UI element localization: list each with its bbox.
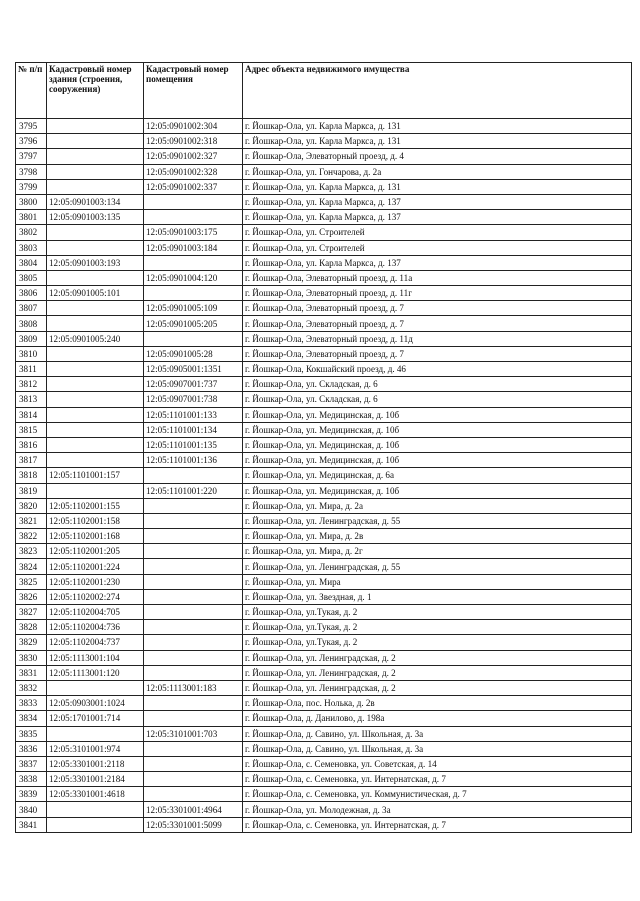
premises-cadastral-cell: 12:05:0901005:28 bbox=[144, 346, 243, 361]
table-row bbox=[16, 179, 632, 194]
row-number-cell: 3796 bbox=[16, 134, 47, 149]
building-cadastral-cell bbox=[47, 802, 144, 817]
table-row bbox=[16, 468, 632, 483]
table-row bbox=[16, 605, 632, 620]
table-row bbox=[16, 787, 632, 802]
premises-cadastral-cell: 12:05:3101001:703 bbox=[144, 726, 243, 741]
premises-cadastral-cell bbox=[144, 194, 243, 209]
premises-cadastral-cell bbox=[144, 711, 243, 726]
building-cadastral-cell bbox=[47, 422, 144, 437]
row-number-cell: 3826 bbox=[16, 589, 47, 604]
table-row bbox=[16, 362, 632, 377]
table-row bbox=[16, 756, 632, 771]
premises-cadastral-cell bbox=[144, 529, 243, 544]
row-number-cell: 3812 bbox=[16, 377, 47, 392]
table-row bbox=[16, 574, 632, 589]
address-cell: г. Йошкар-Ола, ул. Мира, д. 2в bbox=[243, 529, 632, 544]
address-cell: г. Йошкар-Ола, Элеваторный проезд, д. 7 bbox=[243, 346, 632, 361]
row-number-cell: 3832 bbox=[16, 680, 47, 695]
address-cell: г. Йошкар-Ола, ул. Ленинградская, д. 2 bbox=[243, 665, 632, 680]
address-cell: г. Йошкар-Ола, ул. Звездная, д. 1 bbox=[243, 589, 632, 604]
building-cadastral-cell bbox=[47, 407, 144, 422]
address-cell: г. Йошкар-Ола, ул. Молодежная, д. 3а bbox=[243, 802, 632, 817]
premises-cadastral-cell bbox=[144, 210, 243, 225]
address-cell: г. Йошкар-Ола, Элеваторный проезд, д. 7 bbox=[243, 301, 632, 316]
premises-cadastral-cell bbox=[144, 756, 243, 771]
address-cell: г. Йошкар-Ола, Элеваторный проезд, д. 11д bbox=[243, 331, 632, 346]
address-cell: г. Йошкар-Ола, ул. Карла Маркса, д. 131 bbox=[243, 119, 632, 134]
premises-cadastral-cell: 12:05:0901002:337 bbox=[144, 179, 243, 194]
row-number-cell: 3831 bbox=[16, 665, 47, 680]
row-number-cell: 3822 bbox=[16, 529, 47, 544]
row-number-cell: 3821 bbox=[16, 513, 47, 528]
row-number-cell: 3834 bbox=[16, 711, 47, 726]
address-cell: г. Йошкар-Ола, д. Данилово, д. 198а bbox=[243, 711, 632, 726]
address-cell: г. Йошкар-Ола, ул. Карла Маркса, д. 137 bbox=[243, 210, 632, 225]
row-number-cell: 3804 bbox=[16, 255, 47, 270]
row-number-cell: 3838 bbox=[16, 772, 47, 787]
table-row bbox=[16, 589, 632, 604]
table-row bbox=[16, 513, 632, 528]
building-cadastral-cell bbox=[47, 270, 144, 285]
premises-cadastral-cell: 12:05:0907001:737 bbox=[144, 377, 243, 392]
premises-cadastral-cell bbox=[144, 696, 243, 711]
document-page bbox=[15, 62, 632, 833]
address-cell: г. Йошкар-Ола, ул. Медицинская, д. 10б bbox=[243, 422, 632, 437]
table-row bbox=[16, 453, 632, 468]
building-cadastral-cell: 12:05:0901003:193 bbox=[47, 255, 144, 270]
building-cadastral-cell bbox=[47, 817, 144, 832]
address-cell: г. Йошкар-Ола, ул. Медицинская, д. 10б bbox=[243, 437, 632, 452]
header-building-cadastral-number: Кадастровый номер здания (строения, сооружения) bbox=[47, 63, 144, 119]
building-cadastral-cell: 12:05:3301001:4618 bbox=[47, 787, 144, 802]
premises-cadastral-cell bbox=[144, 286, 243, 301]
row-number-cell: 3798 bbox=[16, 164, 47, 179]
building-cadastral-cell: 12:05:1102001:158 bbox=[47, 513, 144, 528]
premises-cadastral-cell bbox=[144, 331, 243, 346]
address-cell: г. Йошкар-Ола, ул. Ленинградская, д. 2 bbox=[243, 650, 632, 665]
address-cell: г. Йошкар-Ола, ул. Карла Маркса, д. 131 bbox=[243, 179, 632, 194]
building-cadastral-cell: 12:05:1102004:736 bbox=[47, 620, 144, 635]
premises-cadastral-cell: 12:05:0901005:205 bbox=[144, 316, 243, 331]
address-cell: г. Йошкар-Ола, ул. Ленинградская, д. 55 bbox=[243, 513, 632, 528]
row-number-cell: 3795 bbox=[16, 119, 47, 134]
premises-cadastral-cell: 12:05:1101001:134 bbox=[144, 422, 243, 437]
premises-cadastral-cell bbox=[144, 468, 243, 483]
building-cadastral-cell: 12:05:1102004:705 bbox=[47, 605, 144, 620]
table-row bbox=[16, 680, 632, 695]
premises-cadastral-cell: 12:05:0901002:328 bbox=[144, 164, 243, 179]
premises-cadastral-cell bbox=[144, 559, 243, 574]
premises-cadastral-cell: 12:05:3301001:4964 bbox=[144, 802, 243, 817]
table-row bbox=[16, 270, 632, 285]
premises-cadastral-cell: 12:05:1113001:183 bbox=[144, 680, 243, 695]
table-row bbox=[16, 665, 632, 680]
row-number-cell: 3836 bbox=[16, 741, 47, 756]
building-cadastral-cell bbox=[47, 346, 144, 361]
address-cell: г. Йошкар-Ола, ул. Мира, д. 2а bbox=[243, 498, 632, 513]
building-cadastral-cell bbox=[47, 483, 144, 498]
row-number-cell: 3819 bbox=[16, 483, 47, 498]
address-cell: г. Йошкар-Ола, ул. Мира bbox=[243, 574, 632, 589]
building-cadastral-cell: 12:05:1113001:120 bbox=[47, 665, 144, 680]
building-cadastral-cell bbox=[47, 134, 144, 149]
row-number-cell: 3817 bbox=[16, 453, 47, 468]
building-cadastral-cell: 12:05:0901005:240 bbox=[47, 331, 144, 346]
row-number-cell: 3827 bbox=[16, 605, 47, 620]
row-number-cell: 3809 bbox=[16, 331, 47, 346]
table-row bbox=[16, 134, 632, 149]
table-row bbox=[16, 529, 632, 544]
address-cell: г. Йошкар-Ола, д. Савино, ул. Школьная, д. 3а bbox=[243, 741, 632, 756]
table-row bbox=[16, 164, 632, 179]
premises-cadastral-cell: 12:05:3301001:5099 bbox=[144, 817, 243, 832]
address-cell: г. Йошкар-Ола, ул. Медицинская, д. 10б bbox=[243, 483, 632, 498]
table-row bbox=[16, 544, 632, 559]
premises-cadastral-cell bbox=[144, 772, 243, 787]
table-row bbox=[16, 316, 632, 331]
address-cell: г. Йошкар-Ола, ул. Карла Маркса, д. 137 bbox=[243, 194, 632, 209]
premises-cadastral-cell bbox=[144, 665, 243, 680]
premises-cadastral-cell: 12:05:0901005:109 bbox=[144, 301, 243, 316]
premises-cadastral-cell: 12:05:0901003:184 bbox=[144, 240, 243, 255]
building-cadastral-cell: 12:05:1102002:274 bbox=[47, 589, 144, 604]
address-cell: г. Йошкар-Ола, ул. Ленинградская, д. 55 bbox=[243, 559, 632, 574]
header-property-address: Адрес объекта недвижимого имущества bbox=[243, 63, 632, 119]
table-row bbox=[16, 772, 632, 787]
building-cadastral-cell bbox=[47, 362, 144, 377]
row-number-cell: 3825 bbox=[16, 574, 47, 589]
building-cadastral-cell bbox=[47, 437, 144, 452]
table-row bbox=[16, 559, 632, 574]
table-row bbox=[16, 696, 632, 711]
row-number-cell: 3802 bbox=[16, 225, 47, 240]
premises-cadastral-cell bbox=[144, 635, 243, 650]
row-number-cell: 3815 bbox=[16, 422, 47, 437]
row-number-cell: 3814 bbox=[16, 407, 47, 422]
table-row bbox=[16, 331, 632, 346]
address-cell: г. Йошкар-Ола, Элеваторный проезд, д. 11а bbox=[243, 270, 632, 285]
address-cell: г. Йошкар-Ола, с. Семеновка, ул. Интернатская, д. 7 bbox=[243, 817, 632, 832]
table-row bbox=[16, 650, 632, 665]
table-row bbox=[16, 422, 632, 437]
premises-cadastral-cell bbox=[144, 513, 243, 528]
header-row-number: № п/п bbox=[16, 63, 47, 119]
premises-cadastral-cell bbox=[144, 498, 243, 513]
table-header-row bbox=[16, 63, 632, 119]
row-number-cell: 3820 bbox=[16, 498, 47, 513]
building-cadastral-cell bbox=[47, 149, 144, 164]
table-row bbox=[16, 301, 632, 316]
building-cadastral-cell bbox=[47, 377, 144, 392]
premises-cadastral-cell bbox=[144, 620, 243, 635]
row-number-cell: 3840 bbox=[16, 802, 47, 817]
table-row bbox=[16, 741, 632, 756]
table-row bbox=[16, 255, 632, 270]
address-cell: г. Йошкар-Ола, ул.Тукая, д. 2 bbox=[243, 635, 632, 650]
building-cadastral-cell bbox=[47, 316, 144, 331]
building-cadastral-cell: 12:05:0901003:135 bbox=[47, 210, 144, 225]
premises-cadastral-cell bbox=[144, 787, 243, 802]
building-cadastral-cell bbox=[47, 225, 144, 240]
address-cell: г. Йошкар-Ола, ул. Ленинградская, д. 2 bbox=[243, 680, 632, 695]
premises-cadastral-cell: 12:05:1101001:135 bbox=[144, 437, 243, 452]
premises-cadastral-cell: 12:05:0901002:318 bbox=[144, 134, 243, 149]
address-cell: г. Йошкар-Ола, пос. Нолька, д. 2в bbox=[243, 696, 632, 711]
premises-cadastral-cell bbox=[144, 589, 243, 604]
table-row bbox=[16, 726, 632, 741]
table-row bbox=[16, 346, 632, 361]
address-cell: г. Йошкар-Ола, ул. Медицинская, д. 6а bbox=[243, 468, 632, 483]
row-number-cell: 3828 bbox=[16, 620, 47, 635]
address-cell: г. Йошкар-Ола, ул. Складская, д. 6 bbox=[243, 392, 632, 407]
address-cell: г. Йошкар-Ола, ул. Складская, д. 6 bbox=[243, 377, 632, 392]
table-row bbox=[16, 210, 632, 225]
row-number-cell: 3799 bbox=[16, 179, 47, 194]
address-cell: г. Йошкар-Ола, Элеваторный проезд, д. 4 bbox=[243, 149, 632, 164]
premises-cadastral-cell: 12:05:0901003:175 bbox=[144, 225, 243, 240]
premises-cadastral-cell: 12:05:1101001:220 bbox=[144, 483, 243, 498]
premises-cadastral-cell: 12:05:1101001:136 bbox=[144, 453, 243, 468]
address-cell: г. Йошкар-Ола, с. Семеновка, ул. Интернатская, д. 7 bbox=[243, 772, 632, 787]
building-cadastral-cell bbox=[47, 392, 144, 407]
building-cadastral-cell: 12:05:1113001:104 bbox=[47, 650, 144, 665]
address-cell: г. Йошкар-Ола, ул. Строителей bbox=[243, 240, 632, 255]
row-number-cell: 3824 bbox=[16, 559, 47, 574]
table-row bbox=[16, 194, 632, 209]
row-number-cell: 3816 bbox=[16, 437, 47, 452]
address-cell: г. Йошкар-Ола, ул. Медицинская, д. 10б bbox=[243, 407, 632, 422]
table-row bbox=[16, 407, 632, 422]
address-cell: г. Йошкар-Ола, ул.Тукая, д. 2 bbox=[243, 605, 632, 620]
address-cell: г. Йошкар-Ола, с. Семеновка, ул. Коммунистическая, д. 7 bbox=[243, 787, 632, 802]
address-cell: г. Йошкар-Ола, ул. Медицинская, д. 10б bbox=[243, 453, 632, 468]
address-cell: г. Йошкар-Ола, Элеваторный проезд, д. 7 bbox=[243, 316, 632, 331]
building-cadastral-cell: 12:05:1101001:157 bbox=[47, 468, 144, 483]
building-cadastral-cell: 12:05:3101001:974 bbox=[47, 741, 144, 756]
premises-cadastral-cell: 12:05:1101001:133 bbox=[144, 407, 243, 422]
address-cell: г. Йошкар-Ола, Кокшайский проезд, д. 46 bbox=[243, 362, 632, 377]
row-number-cell: 3801 bbox=[16, 210, 47, 225]
row-number-cell: 3810 bbox=[16, 346, 47, 361]
building-cadastral-cell: 12:05:1102001:155 bbox=[47, 498, 144, 513]
table-row bbox=[16, 711, 632, 726]
row-number-cell: 3823 bbox=[16, 544, 47, 559]
building-cadastral-cell: 12:05:1102004:737 bbox=[47, 635, 144, 650]
row-number-cell: 3818 bbox=[16, 468, 47, 483]
address-cell: г. Йошкар-Ола, ул.Тукая, д. 2 bbox=[243, 620, 632, 635]
row-number-cell: 3808 bbox=[16, 316, 47, 331]
building-cadastral-cell: 12:05:1102001:230 bbox=[47, 574, 144, 589]
header-premises-cadastral-number: Кадастровый номер помещения bbox=[144, 63, 243, 119]
premises-cadastral-cell: 12:05:0905001:1351 bbox=[144, 362, 243, 377]
table-row bbox=[16, 802, 632, 817]
table-row bbox=[16, 225, 632, 240]
table-row bbox=[16, 240, 632, 255]
premises-cadastral-cell bbox=[144, 544, 243, 559]
address-cell: г. Йошкар-Ола, ул. Карла Маркса, д. 137 bbox=[243, 255, 632, 270]
row-number-cell: 3803 bbox=[16, 240, 47, 255]
building-cadastral-cell: 12:05:3301001:2118 bbox=[47, 756, 144, 771]
building-cadastral-cell: 12:05:0903001:1024 bbox=[47, 696, 144, 711]
address-cell: г. Йошкар-Ола, ул. Карла Маркса, д. 131 bbox=[243, 134, 632, 149]
row-number-cell: 3806 bbox=[16, 286, 47, 301]
table-row bbox=[16, 392, 632, 407]
building-cadastral-cell bbox=[47, 726, 144, 741]
premises-cadastral-cell bbox=[144, 255, 243, 270]
address-cell: г. Йошкар-Ола, д. Савино, ул. Школьная, д. 3а bbox=[243, 726, 632, 741]
table-row bbox=[16, 286, 632, 301]
address-cell: г. Йошкар-Ола, ул. Строителей bbox=[243, 225, 632, 240]
premises-cadastral-cell bbox=[144, 650, 243, 665]
building-cadastral-cell bbox=[47, 680, 144, 695]
building-cadastral-cell: 12:05:1102001:224 bbox=[47, 559, 144, 574]
address-cell: г. Йошкар-Ола, с. Семеновка, ул. Советская, д. 14 bbox=[243, 756, 632, 771]
table-body bbox=[16, 119, 632, 833]
row-number-cell: 3813 bbox=[16, 392, 47, 407]
row-number-cell: 3835 bbox=[16, 726, 47, 741]
table-row bbox=[16, 377, 632, 392]
row-number-cell: 3841 bbox=[16, 817, 47, 832]
table-row bbox=[16, 483, 632, 498]
premises-cadastral-cell: 12:05:0907001:738 bbox=[144, 392, 243, 407]
building-cadastral-cell bbox=[47, 179, 144, 194]
premises-cadastral-cell: 12:05:0901002:304 bbox=[144, 119, 243, 134]
address-cell: г. Йошкар-Ола, Элеваторный проезд, д. 11г bbox=[243, 286, 632, 301]
row-number-cell: 3807 bbox=[16, 301, 47, 316]
building-cadastral-cell bbox=[47, 453, 144, 468]
building-cadastral-cell bbox=[47, 119, 144, 134]
table-row bbox=[16, 635, 632, 650]
building-cadastral-cell: 12:05:0901003:134 bbox=[47, 194, 144, 209]
row-number-cell: 3811 bbox=[16, 362, 47, 377]
row-number-cell: 3805 bbox=[16, 270, 47, 285]
table-row bbox=[16, 437, 632, 452]
premises-cadastral-cell bbox=[144, 574, 243, 589]
building-cadastral-cell: 12:05:0901005:101 bbox=[47, 286, 144, 301]
row-number-cell: 3839 bbox=[16, 787, 47, 802]
row-number-cell: 3797 bbox=[16, 149, 47, 164]
row-number-cell: 3830 bbox=[16, 650, 47, 665]
address-cell: г. Йошкар-Ола, ул. Гончарова, д. 2а bbox=[243, 164, 632, 179]
row-number-cell: 3829 bbox=[16, 635, 47, 650]
row-number-cell: 3833 bbox=[16, 696, 47, 711]
building-cadastral-cell bbox=[47, 301, 144, 316]
table-row bbox=[16, 119, 632, 134]
table-row bbox=[16, 149, 632, 164]
table-row bbox=[16, 620, 632, 635]
premises-cadastral-cell: 12:05:0901004:120 bbox=[144, 270, 243, 285]
building-cadastral-cell bbox=[47, 164, 144, 179]
premises-cadastral-cell bbox=[144, 741, 243, 756]
building-cadastral-cell: 12:05:3301001:2184 bbox=[47, 772, 144, 787]
row-number-cell: 3837 bbox=[16, 756, 47, 771]
building-cadastral-cell: 12:05:1102001:205 bbox=[47, 544, 144, 559]
row-number-cell: 3800 bbox=[16, 194, 47, 209]
building-cadastral-cell bbox=[47, 240, 144, 255]
address-cell: г. Йошкар-Ола, ул. Мира, д. 2г bbox=[243, 544, 632, 559]
building-cadastral-cell: 12:05:1102001:168 bbox=[47, 529, 144, 544]
premises-cadastral-cell bbox=[144, 605, 243, 620]
property-register-table bbox=[15, 62, 632, 833]
building-cadastral-cell: 12:05:1701001:714 bbox=[47, 711, 144, 726]
premises-cadastral-cell: 12:05:0901002:327 bbox=[144, 149, 243, 164]
table-row bbox=[16, 817, 632, 832]
table-row bbox=[16, 498, 632, 513]
